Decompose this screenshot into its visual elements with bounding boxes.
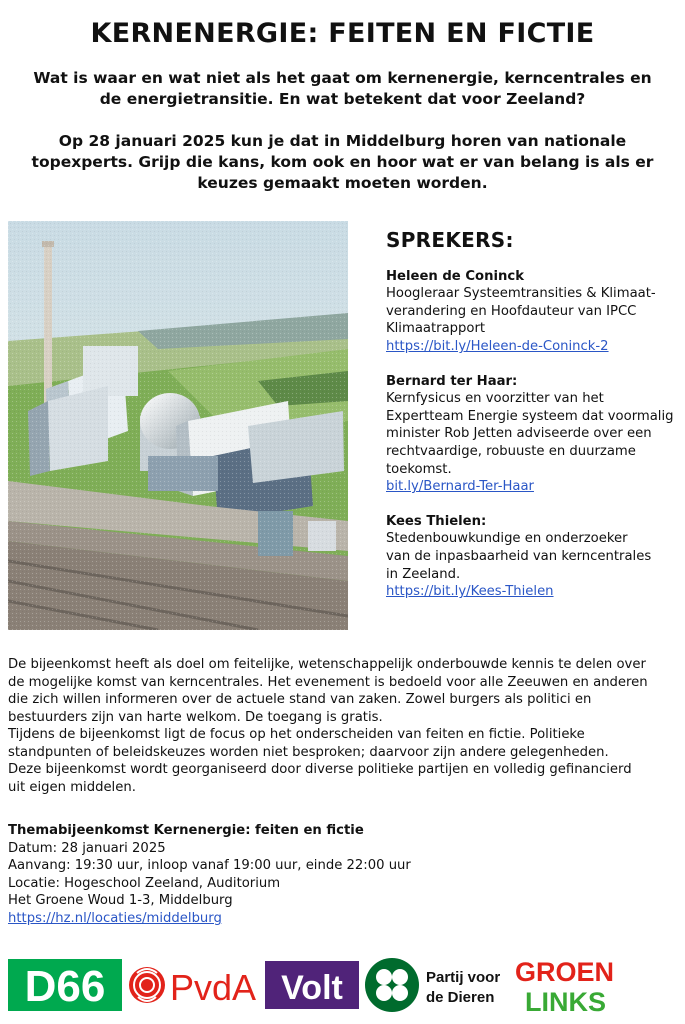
intro-text — [20, 68, 665, 194]
speaker-description-line: Klimaatrapport — [386, 321, 486, 337]
svg-text:Volt: Volt — [281, 969, 343, 1007]
speaker-link[interactable]: https://bit.ly/Kees-Thielen — [386, 584, 554, 600]
d66-logo — [8, 959, 122, 1011]
page-title: KERNENERGIE: FEITEN EN FICTIE — [90, 18, 595, 49]
volt-logo — [265, 961, 359, 1009]
groenlinks-logo-line1: GROEN — [515, 957, 615, 987]
speaker-name: Kees Thielen: — [386, 513, 487, 529]
event-location: Locatie: Hogeschool Zeeland, Auditorium — [8, 875, 281, 891]
speakers-heading: SPREKERS: — [386, 228, 514, 252]
svg-text:D66: D66 — [24, 962, 106, 1011]
nuclear-plant-photo — [8, 221, 348, 630]
speaker-link[interactable]: https://bit.ly/Heleen-de-Coninck-2 — [386, 338, 609, 354]
speaker-description-line: Stedenbouwkundige en onderzoeker — [386, 531, 628, 547]
speaker-description-line: verandering en Hoofdauteur van IPCC — [386, 303, 637, 319]
event-location-link[interactable]: https://hz.nl/locaties/middelburg — [8, 910, 222, 926]
speaker-description-line: in Zeeland. — [386, 566, 461, 582]
speakers-section — [386, 228, 676, 618]
pvdd-logo-line1: Partij voor — [426, 969, 501, 986]
speaker-description-line: van de inpasbaarheid van kerncentrales — [386, 548, 652, 564]
groenlinks-logo-line2: LINKS — [525, 987, 606, 1015]
description-line: Tijdens de bijeenkomst ligt de focus op het onderscheiden van feiten en fictie. Politieke — [8, 727, 585, 742]
speaker-description-line: Kernfysicus en voorzitter van het — [386, 391, 604, 407]
description-line: die zich willen informeren over de actuele stand van zaken. Zowel burgers als politici en — [8, 692, 592, 707]
description-line: Deze bijeenkomst wordt georganiseerd door diverse politieke partijen en volledig gefinancierd — [8, 762, 632, 777]
pvdd-clover-icon — [365, 958, 419, 1012]
event-date: Datum: 28 januari 2025 — [8, 840, 166, 856]
description-text — [8, 656, 680, 796]
speaker-name: Heleen de Coninck — [386, 268, 524, 284]
description-line: uit eigen middelen. — [8, 779, 136, 795]
speaker-kees-thielen — [386, 513, 676, 601]
speaker-heleen-de-coninck — [386, 268, 676, 356]
intro-paragraph-1: Wat is waar en wat niet als het gaat om kernenergie, kerncentrales en de energietransitie. En wat betekent dat voor Zeeland? — [33, 69, 652, 108]
pvda-logo: PvdA — [170, 967, 257, 1008]
description-line: bestuurders zijn van harte welkom. De toegang is gratis. — [8, 709, 383, 725]
speaker-link[interactable]: bit.ly/Bernard-Ter-Haar — [386, 479, 534, 495]
description-line: De bijeenkomst heeft als doel om feitelijke, wetenschappelijk onderbouwde kennis te delen over — [8, 657, 646, 672]
event-time: Aanvang: 19:30 uur, inloop vanaf 19:00 uur, einde 22:00 uur — [8, 858, 411, 873]
speaker-description-line: minister Rob Jetten adviseerde over een — [386, 426, 652, 442]
description-line: de mogelijke komst van kerncentrales. Het evenement is bedoeld voor alle Zeeuwen en anderen — [8, 674, 648, 690]
event-details — [8, 822, 608, 927]
speaker-bernard-ter-haar — [386, 373, 676, 496]
event-title: Themabijeenkomst Kernenergie: feiten en fictie — [8, 823, 364, 838]
pvda-rose-icon — [129, 967, 165, 1003]
pvdd-logo-line2: de Dieren — [426, 989, 495, 1006]
speaker-description-line: rechtvaardige, robuuste en duurzame — [386, 443, 636, 459]
speaker-description-line: Expertteam Energie systeem dat voormalig — [386, 408, 674, 424]
intro-paragraph-2: Op 28 januari 2025 kun je dat in Middelburg horen van nationale topexperts. Grijp die kans, kom ook en hoor wat er van belang is als er keuzes gemaakt moeten worden. — [31, 132, 654, 192]
speaker-description-line: Hoogleraar Systeemtransities & Klimaat- — [386, 286, 656, 302]
event-address: Het Groene Woud 1-3, Middelburg — [8, 893, 233, 908]
party-logos — [0, 955, 685, 1015]
speaker-name: Bernard ter Haar: — [386, 373, 518, 389]
speaker-description-line: toekomst. — [386, 461, 452, 477]
description-line: standpunten of beleidskeuzes worden niet besproken; daarvoor zijn andere gelegenheden. — [8, 744, 609, 760]
